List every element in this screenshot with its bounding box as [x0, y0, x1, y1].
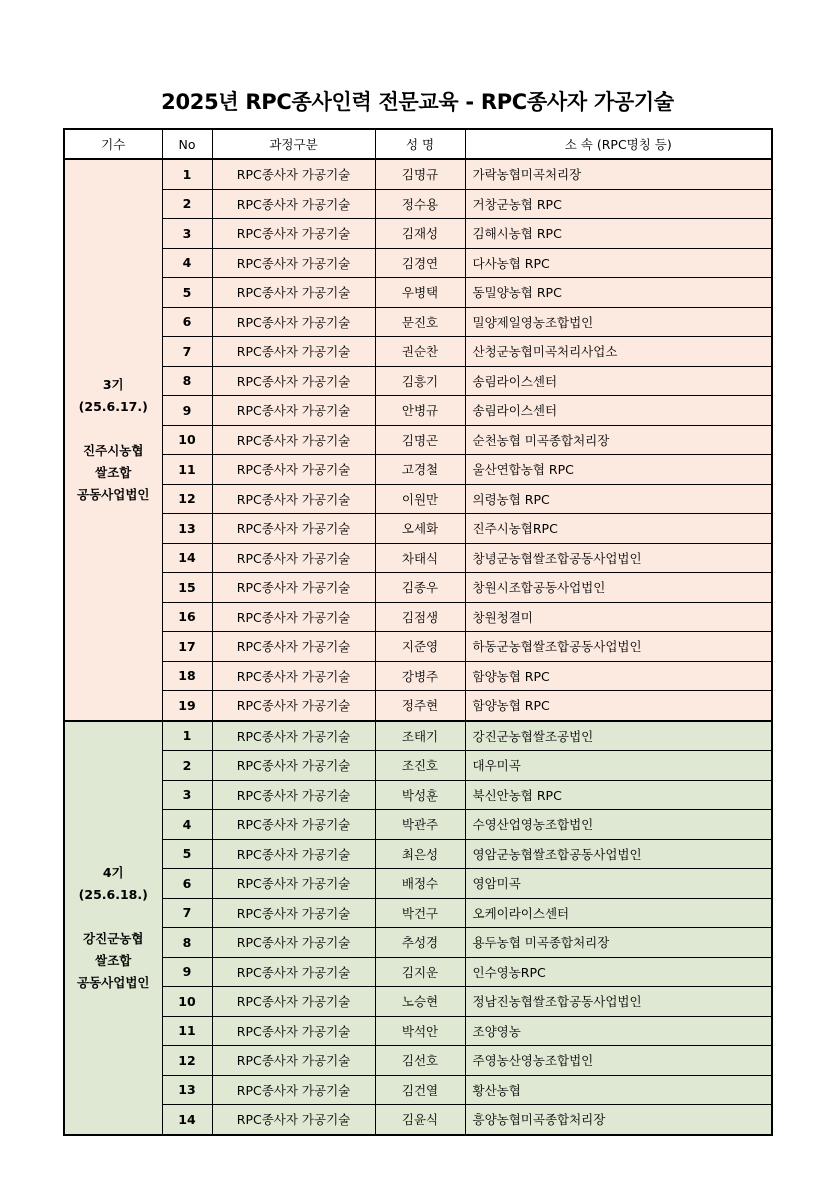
row-number: 10 — [162, 987, 212, 1017]
row-number: 1 — [162, 721, 212, 751]
table-row — [64, 278, 772, 308]
row-number: 12 — [162, 1046, 212, 1076]
course-cell: RPC종사자 가공기술 — [212, 514, 375, 544]
name-cell: 오세화 — [375, 514, 465, 544]
name-cell: 정주현 — [375, 691, 465, 721]
affiliation-cell: 인수영농RPC — [465, 957, 772, 987]
affiliation-cell: 영암미곡 — [465, 869, 772, 899]
name-cell: 우병택 — [375, 278, 465, 308]
name-cell: 정수용 — [375, 189, 465, 219]
affiliation-cell: 창원시조합공동사업법인 — [465, 573, 772, 603]
course-cell: RPC종사자 가공기술 — [212, 602, 375, 632]
row-number: 11 — [162, 1016, 212, 1046]
cohort-venue-line: 공동사업법인 — [77, 486, 150, 502]
name-cell: 노승현 — [375, 987, 465, 1017]
header-no: No — [162, 129, 212, 159]
course-cell: RPC종사자 가공기술 — [212, 278, 375, 308]
table-row — [64, 1075, 772, 1105]
row-number: 9 — [162, 396, 212, 426]
course-cell: RPC종사자 가공기술 — [212, 425, 375, 455]
row-number: 6 — [162, 307, 212, 337]
table-header-row — [64, 129, 772, 159]
course-cell: RPC종사자 가공기술 — [212, 219, 375, 249]
affiliation-cell: 함양농협 RPC — [465, 661, 772, 691]
row-number: 16 — [162, 602, 212, 632]
affiliation-cell: 창원청결미 — [465, 602, 772, 632]
name-cell: 조진호 — [375, 751, 465, 781]
course-cell: RPC종사자 가공기술 — [212, 189, 375, 219]
course-cell: RPC종사자 가공기술 — [212, 957, 375, 987]
table-row — [64, 396, 772, 426]
cohort-date: (25.6.18.) — [78, 886, 148, 902]
course-cell: RPC종사자 가공기술 — [212, 366, 375, 396]
course-cell: RPC종사자 가공기술 — [212, 839, 375, 869]
course-cell: RPC종사자 가공기술 — [212, 1105, 375, 1135]
course-cell: RPC종사자 가공기술 — [212, 928, 375, 958]
table-row — [64, 425, 772, 455]
table-row — [64, 751, 772, 781]
course-cell: RPC종사자 가공기술 — [212, 307, 375, 337]
course-cell: RPC종사자 가공기술 — [212, 337, 375, 367]
affiliation-cell: 송림라이스센터 — [465, 366, 772, 396]
course-cell: RPC종사자 가공기술 — [212, 1046, 375, 1076]
affiliation-cell: 대우미곡 — [465, 751, 772, 781]
affiliation-cell: 흥양농협미곡종합처리장 — [465, 1105, 772, 1135]
course-cell: RPC종사자 가공기술 — [212, 780, 375, 810]
cohort-label: 3기 — [102, 376, 124, 392]
name-cell: 안병규 — [375, 396, 465, 426]
header-cohort: 기수 — [64, 129, 162, 159]
table-row — [64, 602, 772, 632]
table-row — [64, 248, 772, 278]
row-number: 9 — [162, 957, 212, 987]
table-row — [64, 455, 772, 485]
table-row — [64, 159, 772, 189]
affiliation-cell: 오케이라이스센터 — [465, 898, 772, 928]
name-cell: 김명규 — [375, 159, 465, 189]
name-cell: 강병주 — [375, 661, 465, 691]
name-cell: 추성경 — [375, 928, 465, 958]
name-cell: 김지운 — [375, 957, 465, 987]
header-affiliation: 소 속 (RPC명칭 등) — [465, 129, 772, 159]
course-cell: RPC종사자 가공기술 — [212, 1016, 375, 1046]
table-row — [64, 514, 772, 544]
affiliation-cell: 창녕군농협쌀조합공동사업법인 — [465, 543, 772, 573]
name-cell: 최은성 — [375, 839, 465, 869]
row-number: 1 — [162, 159, 212, 189]
cohort-cell — [64, 721, 162, 1135]
cohort-venue-line: 공동사업법인 — [77, 974, 150, 990]
course-cell: RPC종사자 가공기술 — [212, 987, 375, 1017]
name-cell: 문진호 — [375, 307, 465, 337]
table-row — [64, 632, 772, 662]
course-cell: RPC종사자 가공기술 — [212, 573, 375, 603]
name-cell: 지준영 — [375, 632, 465, 662]
row-number: 19 — [162, 691, 212, 721]
table-row — [64, 661, 772, 691]
affiliation-cell: 가락농협미곡처리장 — [465, 159, 772, 189]
row-number: 8 — [162, 928, 212, 958]
row-number: 3 — [162, 219, 212, 249]
row-number: 13 — [162, 1075, 212, 1105]
affiliation-cell: 산청군농협미곡처리사업소 — [465, 337, 772, 367]
affiliation-cell: 영암군농협쌀조합공동사업법인 — [465, 839, 772, 869]
row-number: 2 — [162, 189, 212, 219]
name-cell: 박건구 — [375, 898, 465, 928]
table-row — [64, 928, 772, 958]
table-row — [64, 839, 772, 869]
row-number: 3 — [162, 780, 212, 810]
table-row — [64, 721, 772, 751]
course-cell: RPC종사자 가공기술 — [212, 632, 375, 662]
cohort-label: 4기 — [102, 864, 124, 880]
affiliation-cell: 밀양제일영농조합법인 — [465, 307, 772, 337]
name-cell: 김건열 — [375, 1075, 465, 1105]
name-cell: 김점생 — [375, 602, 465, 632]
cohort-cell — [64, 159, 162, 721]
name-cell: 김재성 — [375, 219, 465, 249]
course-cell: RPC종사자 가공기술 — [212, 484, 375, 514]
table-row — [64, 691, 772, 721]
row-number: 12 — [162, 484, 212, 514]
name-cell: 고경철 — [375, 455, 465, 485]
affiliation-cell: 울산연합농협 RPC — [465, 455, 772, 485]
table-row — [64, 337, 772, 367]
affiliation-cell: 하동군농협쌀조합공동사업법인 — [465, 632, 772, 662]
course-cell: RPC종사자 가공기술 — [212, 159, 375, 189]
table-row — [64, 810, 772, 840]
course-cell: RPC종사자 가공기술 — [212, 455, 375, 485]
table-row — [64, 898, 772, 928]
row-number: 8 — [162, 366, 212, 396]
row-number: 5 — [162, 839, 212, 869]
row-number: 7 — [162, 337, 212, 367]
course-cell: RPC종사자 가공기술 — [212, 721, 375, 751]
name-cell: 김윤식 — [375, 1105, 465, 1135]
affiliation-cell: 송림라이스센터 — [465, 396, 772, 426]
name-cell: 박석안 — [375, 1016, 465, 1046]
affiliation-cell: 황산농협 — [465, 1075, 772, 1105]
row-number: 11 — [162, 455, 212, 485]
name-cell: 김흥기 — [375, 366, 465, 396]
header-name: 성 명 — [375, 129, 465, 159]
table-row — [64, 189, 772, 219]
table-body — [64, 159, 772, 1135]
course-cell: RPC종사자 가공기술 — [212, 1075, 375, 1105]
affiliation-cell: 조양영농 — [465, 1016, 772, 1046]
affiliation-cell: 거창군농협 RPC — [465, 189, 772, 219]
name-cell: 박성훈 — [375, 780, 465, 810]
affiliation-cell: 함양농협 RPC — [465, 691, 772, 721]
header-course: 과정구분 — [212, 129, 375, 159]
table-row — [64, 1105, 772, 1135]
row-number: 10 — [162, 425, 212, 455]
trainee-table — [63, 128, 773, 1136]
course-cell: RPC종사자 가공기술 — [212, 869, 375, 899]
table-row — [64, 780, 772, 810]
row-number: 4 — [162, 810, 212, 840]
row-number: 18 — [162, 661, 212, 691]
affiliation-cell: 용두농협 미곡종합처리장 — [465, 928, 772, 958]
affiliation-cell: 순천농협 미곡종합처리장 — [465, 425, 772, 455]
course-cell: RPC종사자 가공기술 — [212, 898, 375, 928]
row-number: 7 — [162, 898, 212, 928]
name-cell: 차태식 — [375, 543, 465, 573]
course-cell: RPC종사자 가공기술 — [212, 248, 375, 278]
name-cell: 박관주 — [375, 810, 465, 840]
cohort-venue-line: 쌀조합 — [95, 464, 132, 480]
name-cell: 김선호 — [375, 1046, 465, 1076]
course-cell: RPC종사자 가공기술 — [212, 543, 375, 573]
name-cell: 김종우 — [375, 573, 465, 603]
name-cell: 김경연 — [375, 248, 465, 278]
row-number: 14 — [162, 1105, 212, 1135]
table-row — [64, 1046, 772, 1076]
row-number: 13 — [162, 514, 212, 544]
cohort-venue-line: 진주시농협 — [83, 442, 144, 458]
affiliation-cell: 북신안농협 RPC — [465, 780, 772, 810]
row-number: 4 — [162, 248, 212, 278]
row-number: 5 — [162, 278, 212, 308]
affiliation-cell: 정남진농협쌀조합공동사업법인 — [465, 987, 772, 1017]
table-row — [64, 543, 772, 573]
row-number: 15 — [162, 573, 212, 603]
course-cell: RPC종사자 가공기술 — [212, 751, 375, 781]
cohort-venue-line: 쌀조합 — [95, 952, 132, 968]
table-row — [64, 484, 772, 514]
course-cell: RPC종사자 가공기술 — [212, 396, 375, 426]
row-number: 6 — [162, 869, 212, 899]
affiliation-cell: 진주시농협RPC — [465, 514, 772, 544]
affiliation-cell: 의령농협 RPC — [465, 484, 772, 514]
affiliation-cell: 다사농협 RPC — [465, 248, 772, 278]
table-row — [64, 987, 772, 1017]
affiliation-cell: 주영농산영농조합법인 — [465, 1046, 772, 1076]
row-number: 2 — [162, 751, 212, 781]
table-row — [64, 366, 772, 396]
row-number: 17 — [162, 632, 212, 662]
affiliation-cell: 동밀양농협 RPC — [465, 278, 772, 308]
table-row — [64, 573, 772, 603]
course-cell: RPC종사자 가공기술 — [212, 810, 375, 840]
document-title: 2025년 RPC종사인력 전문교육 - RPC종사자 가공기술 — [161, 90, 674, 114]
name-cell: 이원만 — [375, 484, 465, 514]
cohort-date: (25.6.17.) — [78, 398, 148, 414]
cohort-venue-line: 강진군농협 — [83, 930, 144, 946]
name-cell: 권순찬 — [375, 337, 465, 367]
table-row — [64, 219, 772, 249]
table-row — [64, 1016, 772, 1046]
table-row — [64, 869, 772, 899]
name-cell: 조태기 — [375, 721, 465, 751]
row-number: 14 — [162, 543, 212, 573]
name-cell: 김명곤 — [375, 425, 465, 455]
affiliation-cell: 수영산업영농조합법인 — [465, 810, 772, 840]
course-cell: RPC종사자 가공기술 — [212, 691, 375, 721]
table-row — [64, 307, 772, 337]
table-row — [64, 957, 772, 987]
affiliation-cell: 김해시농협 RPC — [465, 219, 772, 249]
affiliation-cell: 강진군농협쌀조공법인 — [465, 721, 772, 751]
name-cell: 배정수 — [375, 869, 465, 899]
course-cell: RPC종사자 가공기술 — [212, 661, 375, 691]
